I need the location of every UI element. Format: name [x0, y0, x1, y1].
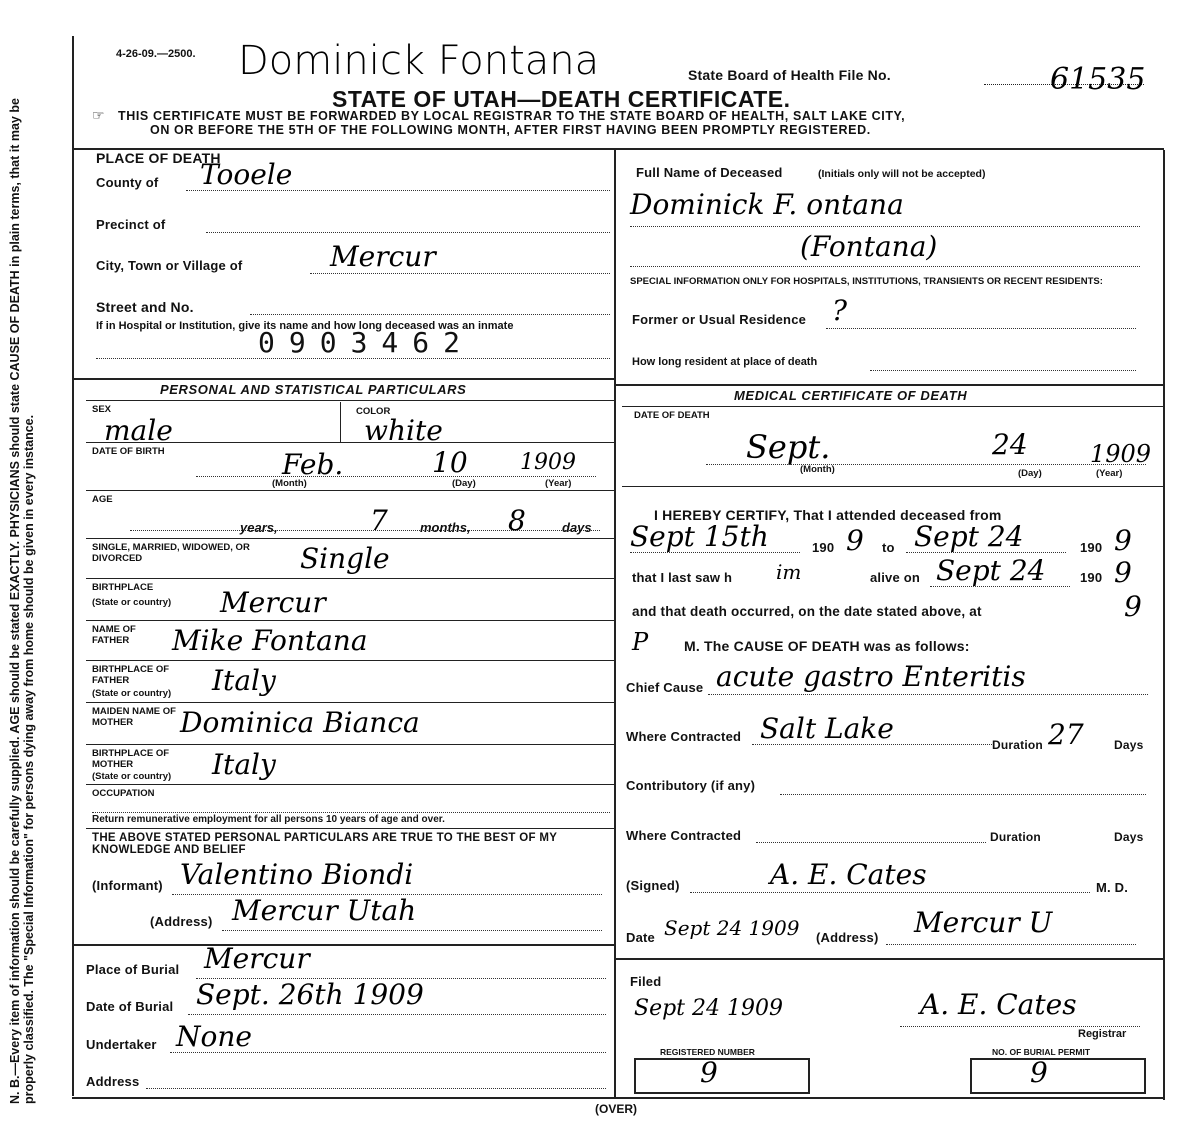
dod-line — [706, 464, 1146, 465]
age-line — [130, 530, 600, 531]
contributory-label: Contributory (if any) — [626, 778, 756, 793]
father-bp-rule — [86, 702, 614, 703]
signed-label: (Signed) — [626, 878, 680, 893]
burial-place-value: Mercur — [204, 942, 310, 975]
where-contracted-label: Where Contracted — [626, 729, 742, 744]
sign-address-value: Mercur U — [914, 906, 1053, 939]
dob-year-label: (Year) — [545, 478, 572, 489]
nineteen-last: 190 — [1080, 570, 1103, 585]
instruction-line2: ON OR BEFORE THE 5TH OF THE FOLLOWING MONTH, AFTER FIRST HAVING BEEN PROMPTLY REGISTERED. — [150, 123, 871, 137]
full-name-value: Dominick F. ontana — [630, 188, 904, 221]
attend-to-year: 9 — [1114, 524, 1132, 557]
side-note: N. B.—Every item of information should be carefully supplied. AGE should be stated EXACTLY. PHYSICIANS should state CAUSE OF DEATH in plain terms, that it may be properly classified. The "Special Information" for persons dying away from home should be given in every instance. — [8, 98, 36, 1104]
former-res-value: ? — [832, 294, 848, 327]
dod-year: 1909 — [1090, 440, 1152, 468]
filed-top-rule — [614, 958, 1164, 960]
mother-rule — [86, 744, 614, 745]
death-hour: 9 — [1124, 590, 1142, 623]
dod-rule — [622, 486, 1164, 487]
father-bp-sub: (State or country) — [92, 688, 172, 699]
column-divider — [614, 148, 616, 1098]
dod-day-label: (Day) — [1018, 468, 1042, 479]
how-long-line — [870, 370, 1136, 371]
informant-address-value: Mercur Utah — [232, 894, 417, 927]
mother-label: MAIDEN NAME OF MOTHER — [92, 706, 176, 728]
medical-header: MEDICAL CERTIFICATE OF DEATH — [734, 388, 968, 403]
where-contracted2-label: Where Contracted — [626, 828, 742, 843]
birthplace-value: Mercur — [220, 586, 326, 619]
precinct-line — [206, 232, 610, 233]
father-rule — [86, 660, 614, 661]
full-name-label: Full Name of Deceased — [636, 165, 783, 180]
date-label: Date — [626, 930, 655, 945]
attend-from-line — [630, 552, 800, 553]
form-bottom-rule — [72, 1097, 1164, 1099]
undertaker-address-line — [146, 1088, 606, 1089]
signed-value: A. E. Cates — [770, 858, 927, 891]
years-label: years, — [240, 520, 278, 535]
left-margin-rule — [72, 36, 74, 1096]
occupation-line — [92, 812, 610, 813]
header-name: Dominick Fontana — [238, 38, 600, 84]
street-line — [250, 314, 610, 315]
duration2-days-label: Days — [1114, 830, 1144, 844]
mother-bp-label: BIRTHPLACE OF MOTHER — [92, 748, 170, 770]
burial-permit-value: 9 — [1030, 1056, 1048, 1089]
burial-place-label: Place of Burial — [86, 962, 180, 977]
father-value: Mike Fontana — [172, 624, 368, 657]
sex-label: SEX — [92, 404, 112, 415]
file-label: State Board of Health File No. — [688, 67, 891, 83]
nineteen-to: 190 — [1080, 540, 1103, 555]
father-bp-label: BIRTHPLACE OF FATHER — [92, 664, 170, 686]
duration-days-label: Days — [1114, 738, 1144, 752]
months-label: months, — [420, 520, 471, 535]
mother-bp-rule — [86, 784, 614, 785]
father-label: NAME OF FATHER — [92, 624, 136, 646]
dod-year-label: (Year) — [1096, 468, 1123, 479]
occupation-note: Return remunerative employment for all persons 10 years of age and over. — [92, 814, 445, 825]
burial-permit-box — [970, 1058, 1146, 1094]
former-res-label: Former or Usual Residence — [632, 312, 807, 327]
reg-number-box — [634, 1058, 810, 1094]
sex-color-divider — [340, 402, 341, 442]
personal-header-rule — [86, 400, 614, 401]
dod-label: DATE OF DEATH — [634, 410, 710, 421]
marital-value: Single — [300, 542, 390, 575]
age-rule — [86, 538, 614, 539]
dod-month: Sept. — [746, 428, 831, 466]
county-value: Tooele — [200, 158, 293, 191]
to-label: to — [882, 540, 895, 555]
sex-value: male — [104, 414, 173, 447]
dob-label: DATE OF BIRTH — [92, 446, 165, 457]
true-statement: THE ABOVE STATED PERSONAL PARTICULARS ARE TRUE TO THE BEST OF MY KNOWLEDGE AND BELIEF — [92, 832, 557, 856]
chief-cause-value: acute gastro Enteritis — [716, 660, 1026, 693]
burial-top-rule — [72, 944, 614, 946]
attend-to: Sept 24 — [914, 520, 1024, 553]
death-occurred-label: and that death occurred, on the date stated above, at — [632, 604, 982, 619]
over-label: (OVER) — [595, 1102, 637, 1116]
dod-month-label: (Month) — [800, 464, 835, 475]
duration-label: Duration — [992, 738, 1043, 752]
full-name-line — [630, 226, 1140, 227]
registrar-line — [900, 1026, 1140, 1027]
birthplace-rule — [86, 620, 614, 621]
dob-year: 1909 — [520, 450, 576, 475]
sex-rule — [86, 442, 614, 443]
death-ampm: P — [632, 628, 649, 656]
sign-date-value: Sept 24 1909 — [664, 916, 800, 940]
attend-from: Sept 15th — [630, 520, 769, 553]
chief-cause-line — [708, 694, 1148, 695]
alive-on-label: alive on — [870, 570, 921, 585]
dob-day-label: (Day) — [452, 478, 476, 489]
attend-from-year: 9 — [846, 524, 864, 557]
full-name-note: (Initials only will not be accepted) — [818, 168, 986, 180]
special-info: SPECIAL INFORMATION ONLY FOR HOSPITALS, INSTITUTIONS, TRANSIENTS OR RECENT RESIDENTS: — [630, 276, 1103, 287]
file-no: 61535 — [1050, 62, 1146, 97]
city-label: City, Town or Village of — [96, 258, 243, 273]
medical-header-rule — [622, 406, 1164, 407]
registrar-signature: A. E. Cates — [920, 988, 1077, 1021]
city-value: Mercur — [330, 240, 436, 273]
sign-address-label: (Address) — [816, 930, 879, 945]
dob-day: 10 — [432, 446, 468, 479]
attend-to-line — [906, 552, 1066, 553]
dod-day: 24 — [992, 428, 1028, 461]
birthplace-label: BIRTHPLACE — [92, 582, 154, 593]
county-label: County of — [96, 175, 159, 190]
registrar-label: Registrar — [1078, 1028, 1127, 1040]
how-long-label: How long resident at place of death — [632, 356, 818, 368]
marital-label: SINGLE, MARRIED, WIDOWED, OR DIVORCED — [92, 542, 250, 564]
last-saw-line — [930, 586, 1070, 587]
hospital-label: If in Hospital or Institution, give its name and how long deceased was an inmate — [96, 320, 514, 332]
color-value: white — [364, 414, 443, 447]
medical-top-rule — [614, 384, 1164, 386]
last-saw-prefix: that I last saw h — [632, 570, 733, 585]
age-days-value: 8 — [508, 504, 526, 537]
color-label: COLOR — [356, 406, 391, 417]
undertaker-label: Undertaker — [86, 1037, 157, 1052]
title: STATE OF UTAH—DEATH CERTIFICATE. — [332, 86, 791, 112]
stamp-number: 0903462 — [258, 326, 475, 359]
form-top-rule — [72, 148, 1164, 150]
last-saw-year: 9 — [1114, 556, 1132, 589]
occupation-rule — [86, 828, 614, 829]
signed-line — [690, 892, 1090, 893]
mother-value: Dominica Bianca — [180, 706, 420, 739]
duration-value: 27 — [1048, 718, 1084, 751]
personal-header: PERSONAL AND STATISTICAL PARTICULARS — [160, 382, 467, 397]
duration2-label: Duration — [990, 830, 1041, 844]
filed-label: Filed — [630, 974, 662, 989]
md-label: M. D. — [1096, 880, 1129, 895]
informant-value: Valentino Biondi — [180, 858, 414, 891]
age-label: AGE — [92, 494, 113, 505]
informant-address-line — [222, 930, 602, 931]
reg-number-label: REGISTERED NUMBER — [660, 1047, 755, 1057]
burial-date-label: Date of Burial — [86, 999, 174, 1014]
burial-permit-label: NO. OF BURIAL PERMIT — [992, 1047, 1091, 1057]
full-name-line2 — [630, 266, 1140, 267]
contributory-line — [780, 794, 1146, 795]
where-contracted2-line — [756, 842, 986, 843]
burial-date-value: Sept. 26th 1909 — [196, 978, 424, 1011]
city-line — [310, 273, 610, 274]
undertaker-address-label: Address — [86, 1074, 140, 1089]
occupation-label: OCCUPATION — [92, 788, 155, 799]
father-bp-value: Italy — [212, 664, 276, 697]
undertaker-value: None — [176, 1020, 252, 1053]
certify-line: I HEREBY CERTIFY, That I attended deceased from — [654, 507, 1002, 523]
former-res-line — [826, 328, 1136, 329]
informant-address-label: (Address) — [150, 914, 213, 929]
chief-cause-label: Chief Cause — [626, 680, 704, 695]
mother-bp-sub: (State or country) — [92, 771, 172, 782]
cause-line: M. The CAUSE OF DEATH was as follows: — [684, 638, 970, 654]
street-label: Street and No. — [96, 299, 194, 315]
nineteen-from: 190 — [812, 540, 835, 555]
birthplace-sub: (State or country) — [92, 597, 172, 608]
burial-date-line — [188, 1014, 606, 1015]
dob-month-label: (Month) — [272, 478, 307, 489]
last-saw-date: Sept 24 — [936, 554, 1046, 587]
full-name-alt: (Fontana) — [800, 230, 938, 263]
last-saw-him: im — [776, 560, 802, 584]
days-label: days — [562, 520, 592, 535]
marital-rule — [86, 578, 614, 579]
dob-line — [196, 476, 596, 477]
precinct-label: Precinct of — [96, 217, 166, 232]
hospital-line — [96, 358, 610, 359]
sign-address-line — [886, 944, 1136, 945]
age-months-value: 7 — [370, 504, 388, 537]
pointing-hand-icon: ☞ — [92, 107, 105, 123]
reg-number-value: 9 — [700, 1056, 718, 1089]
form-code: 4-26-09.—2500. — [116, 48, 196, 60]
dob-rule — [86, 490, 614, 491]
mother-bp-value: Italy — [212, 748, 276, 781]
dob-month: Feb. — [282, 448, 344, 481]
where-contracted-value: Salt Lake — [760, 712, 894, 745]
personal-top-rule — [72, 378, 614, 380]
instruction-line1: THIS CERTIFICATE MUST BE FORWARDED BY LOCAL REGISTRAR TO THE STATE BOARD OF HEALTH, SALT LAKE CITY, — [118, 109, 906, 123]
informant-label: (Informant) — [92, 878, 163, 893]
place-of-death-label: PLACE OF DEATH — [96, 150, 221, 166]
filed-date-value: Sept 24 1909 — [634, 996, 783, 1021]
